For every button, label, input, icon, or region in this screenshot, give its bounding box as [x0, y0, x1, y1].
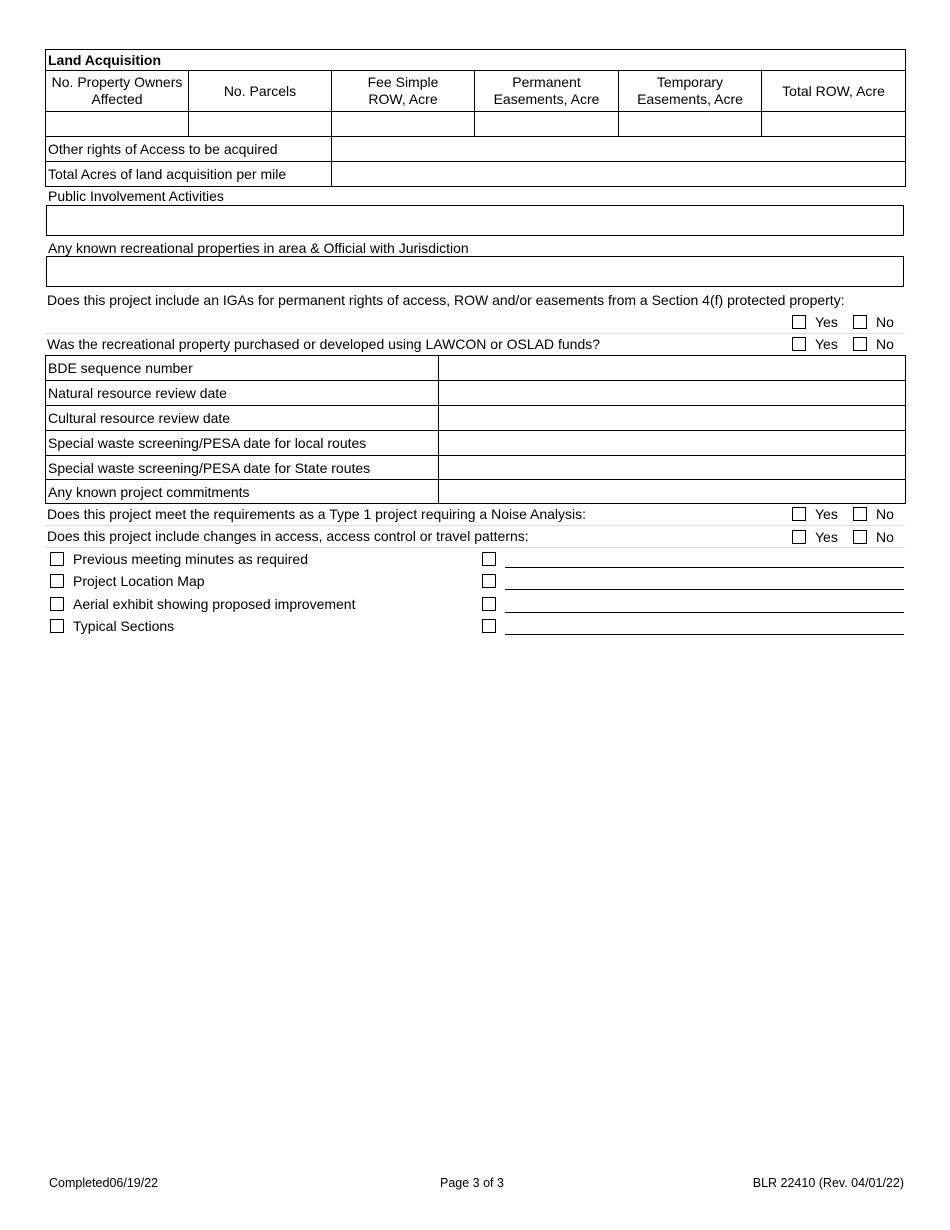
header-permanent-easements: Permanent Easements, Acre	[475, 71, 619, 112]
attachment-typical-sections[interactable]: Typical Sections	[50, 618, 174, 634]
other-attachment-line[interactable]	[505, 612, 904, 613]
total-acres-field[interactable]	[332, 162, 906, 187]
row-divider	[45, 525, 905, 526]
total-row-field[interactable]	[762, 112, 906, 137]
recreational-properties-field[interactable]	[46, 256, 904, 287]
attachment-checkbox[interactable]	[50, 574, 64, 588]
footer-page-number: Page 3 of 3	[440, 1176, 504, 1190]
noise-no[interactable]: No	[853, 506, 894, 522]
natural-resource-field[interactable]	[439, 381, 906, 406]
other-attachment-checkbox[interactable]	[482, 619, 496, 633]
attachment-checkbox[interactable]	[50, 619, 64, 633]
igas-yes[interactable]: Yes	[792, 314, 838, 330]
header-total-row: Total ROW, Acre	[762, 71, 906, 112]
other-attachment-line[interactable]	[505, 567, 904, 568]
noise-yes[interactable]: Yes	[792, 506, 838, 522]
cultural-resource-field[interactable]	[439, 406, 906, 431]
permanent-easements-field[interactable]	[475, 112, 619, 137]
lawcon-no-checkbox[interactable]	[853, 337, 867, 351]
header-fee-simple: Fee Simple ROW, Acre	[332, 71, 475, 112]
other-attachment-checkbox[interactable]	[482, 597, 496, 611]
other-attachment-line[interactable]	[505, 589, 904, 590]
other-rights-label: Other rights of Access to be acquired	[46, 137, 332, 162]
recreational-properties-label: Any known recreational properties in area & Official with Jurisdiction	[48, 240, 469, 256]
other-attachment-checkbox[interactable]	[482, 552, 496, 566]
project-commitments-field[interactable]	[439, 480, 906, 504]
noise-yes-checkbox[interactable]	[792, 507, 806, 521]
temporary-easements-field[interactable]	[619, 112, 762, 137]
land-acquisition-table	[45, 49, 906, 187]
land-acquisition-title: Land Acquisition	[46, 50, 906, 71]
attachment-meeting-minutes[interactable]: Previous meeting minutes as required	[50, 551, 308, 567]
attachment-location-map[interactable]: Project Location Map	[50, 573, 205, 589]
row-divider	[45, 333, 905, 334]
public-involvement-label: Public Involvement Activities	[48, 188, 224, 204]
access-no[interactable]: No	[853, 529, 894, 545]
bde-sequence-label: BDE sequence number	[46, 356, 439, 381]
row-divider	[45, 547, 905, 548]
header-owners: No. Property Owners Affected	[46, 71, 189, 112]
attachment-checkbox[interactable]	[50, 597, 64, 611]
igas-question: Does this project include an IGAs for permanent rights of access, ROW and/or easements from a Section 4(f) protected property:	[47, 292, 845, 308]
noise-no-checkbox[interactable]	[853, 507, 867, 521]
cultural-resource-label: Cultural resource review date	[46, 406, 439, 431]
access-yes[interactable]: Yes	[792, 529, 838, 545]
footer-form-id: BLR 22410 (Rev. 04/01/22)	[752, 1176, 904, 1190]
fee-simple-field[interactable]	[332, 112, 475, 137]
other-attachment-line[interactable]	[505, 634, 904, 635]
natural-resource-label: Natural resource review date	[46, 381, 439, 406]
lawcon-yes-checkbox[interactable]	[792, 337, 806, 351]
other-rights-field[interactable]	[332, 137, 906, 162]
noise-question: Does this project meet the requirements as a Type 1 project requiring a Noise Analysis:	[47, 506, 587, 522]
special-waste-local-label: Special waste screening/PESA date for local routes	[46, 431, 439, 456]
access-no-checkbox[interactable]	[853, 530, 867, 544]
access-yes-checkbox[interactable]	[792, 530, 806, 544]
header-temporary-easements: Temporary Easements, Acre	[619, 71, 762, 112]
project-commitments-label: Any known project commitments	[46, 480, 439, 504]
parcels-field[interactable]	[189, 112, 332, 137]
footer-completed: Completed06/19/22	[49, 1176, 159, 1190]
special-waste-state-field[interactable]	[439, 456, 906, 480]
igas-no-checkbox[interactable]	[853, 315, 867, 329]
special-waste-state-label: Special waste screening/PESA date for State routes	[46, 456, 439, 480]
public-involvement-field[interactable]	[46, 205, 904, 236]
other-attachment-checkbox[interactable]	[482, 574, 496, 588]
bde-sequence-field[interactable]	[439, 356, 906, 381]
total-acres-label: Total Acres of land acquisition per mile	[46, 162, 332, 187]
lawcon-question: Was the recreational property purchased or developed using LAWCON or OSLAD funds?	[47, 336, 601, 352]
attachment-checkbox[interactable]	[50, 552, 64, 566]
project-info-table	[45, 355, 906, 504]
lawcon-yes[interactable]: Yes	[792, 336, 838, 352]
attachment-aerial-exhibit[interactable]: Aerial exhibit showing proposed improvement	[50, 596, 355, 612]
igas-no[interactable]: No	[853, 314, 894, 330]
access-question: Does this project include changes in access, access control or travel patterns:	[47, 528, 529, 544]
owners-field[interactable]	[46, 112, 189, 137]
special-waste-local-field[interactable]	[439, 431, 906, 456]
lawcon-no[interactable]: No	[853, 336, 894, 352]
igas-yes-checkbox[interactable]	[792, 315, 806, 329]
header-parcels: No. Parcels	[189, 71, 332, 112]
